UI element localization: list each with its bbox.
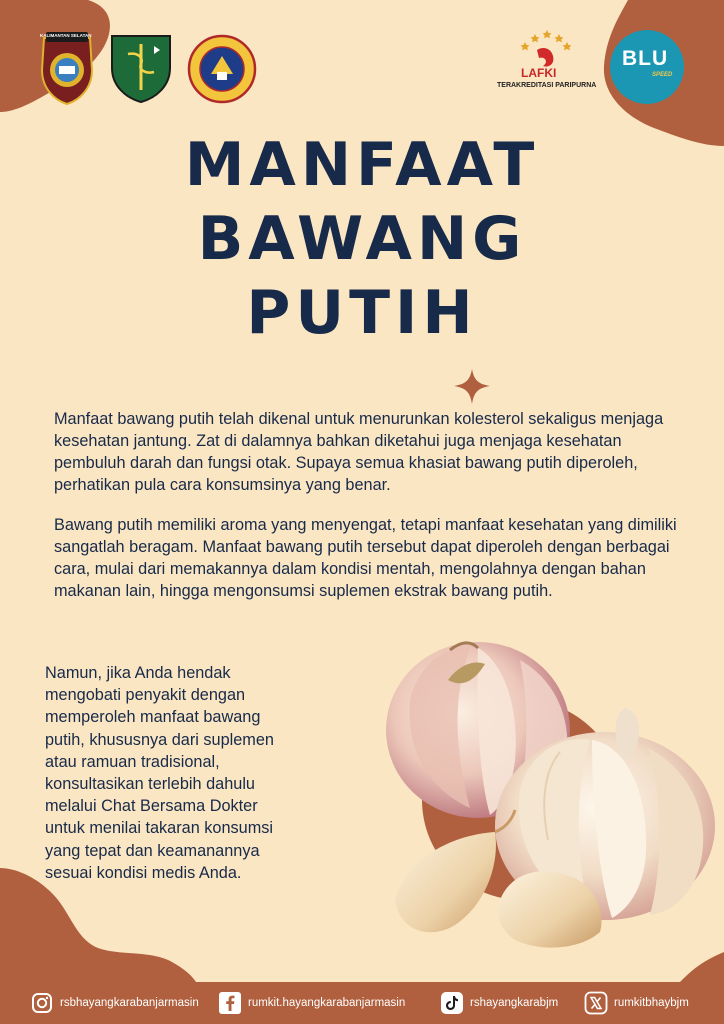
instagram-handle: rsbhayangkarabanjarmasin [60,997,199,1009]
title-line-1: MANFAAT [184,130,540,200]
facebook-icon [218,991,242,1015]
x-handle: rumkitbhaybjm [614,997,689,1009]
instagram-link[interactable] [30,990,199,1016]
facebook-link[interactable] [218,990,405,1016]
paragraph-consultation: Namun, jika Anda hendak mengobati penyakit dengan memperoleh manfaat bawang putih, khususnya dari suplemen atau ramuan tradisional, konsultasikan terlebih dahulu melalui Chat Bersama Dokter untuk menilai takaran konsumsi yang tepat dan keamanannya sesuai kondisi medis Anda. [45,664,274,882]
polda-kalsel-caption: KALIMANTAN SELATAN [40,33,92,38]
facebook-handle: rumkit.hayangkarabanjarmasin [248,997,406,1009]
title-line-2: BAWANG [197,204,527,274]
lafki-caption: TERAKREDITASI PARIPURNA [497,82,597,89]
rs-bhayangkara-seal-icon [187,34,257,104]
tiktok-link[interactable] [440,990,558,1016]
x-icon [584,991,608,1015]
tiktok-handle: rshayangkarabjm [470,997,559,1009]
blu-brand: BLU [622,47,669,70]
lafki-brand: LAFKI [521,66,557,80]
blu-sub: SPEED [652,72,673,78]
instagram-icon [30,991,54,1015]
page-title [0,128,724,350]
title-line-3: PUTIH [246,278,478,348]
x-link[interactable] [584,990,689,1016]
kedokteran-kesehatan-shield-icon [108,32,174,104]
paragraph-intro: Manfaat bawang putih telah dikenal untuk menurunkan kolesterol sekaligus menjaga kesehatan jantung. Zat di dalamnya bahkan diketahui juga menjaga kesehatan pembuluh darah dan fungsi otak. Supaya semua khasiat bawang putih diperoleh, perhatikan pula cara konsumsinya yang benar. [54,410,664,494]
tiktok-icon [440,991,464,1015]
paragraph-benefits: Bawang putih memiliki aroma yang menyengat, tetapi manfaat kesehatan yang dimiliki sangatlah beragam. Manfaat bawang putih tersebut dapat diperoleh dengan berbagai cara, mulai dari memakannya dalam kondisi mentah, mengolahnya dengan bahan makanan lain, hingga mengonsumsi suplemen ekstrak bawang putih. [54,516,677,600]
polda-kalsel-badge-icon [38,30,96,106]
